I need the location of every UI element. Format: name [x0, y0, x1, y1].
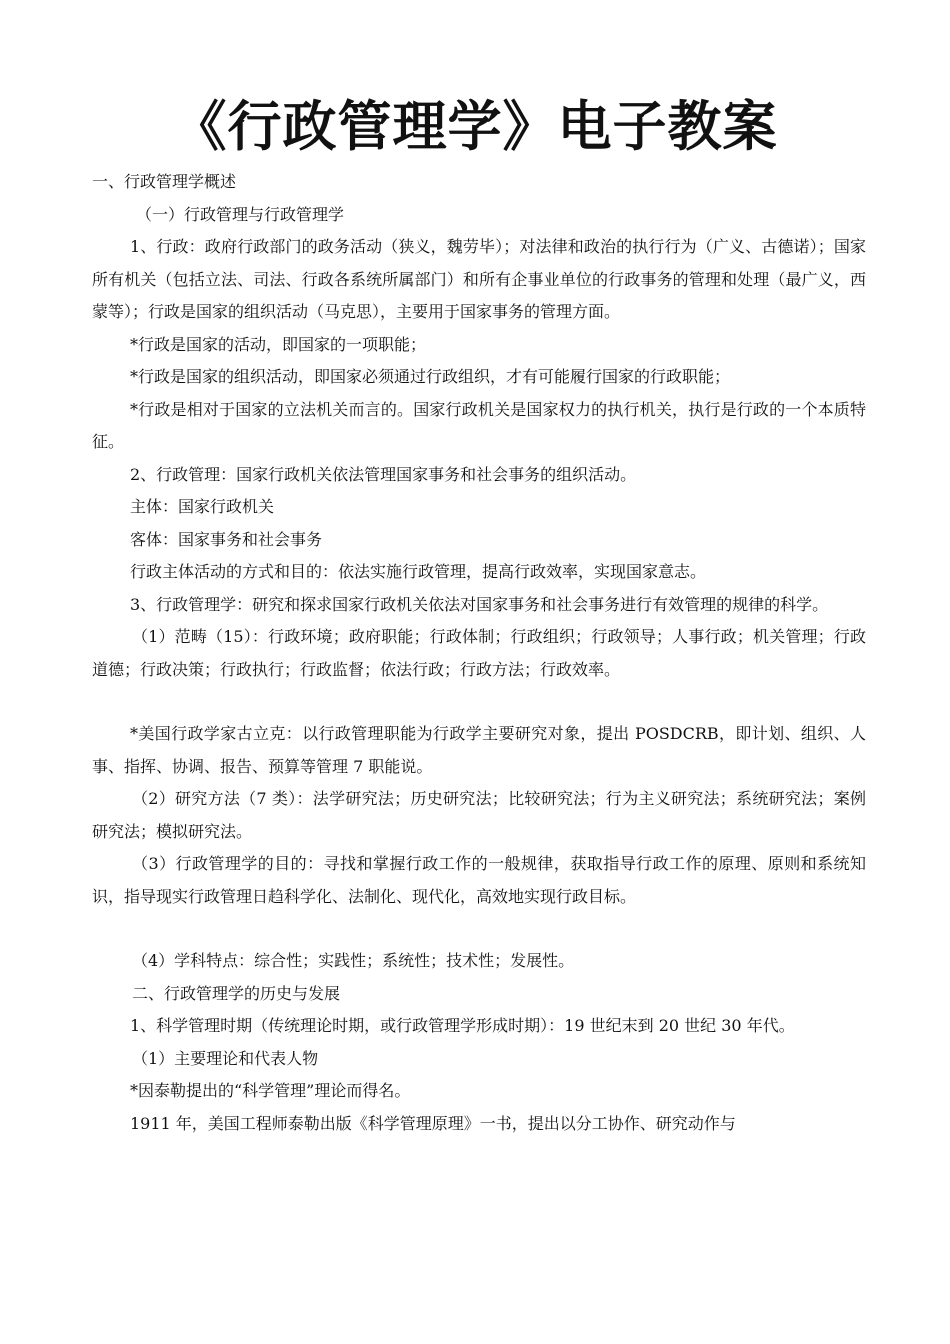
- paragraph: 3、行政管理学：研究和探求国家行政机关依法对国家事务和社会事务进行有效管理的规律的科学。: [130, 594, 829, 614]
- paragraph: 2、行政管理：国家行政机关依法管理国家事务和社会事务的组织活动。: [130, 464, 637, 484]
- paragraph: *行政是国家的组织活动，即国家必须通过行政组织，才有可能履行国家的行政职能；: [130, 367, 731, 386]
- paragraph: 1、行政：政府行政部门的政务活动（狭义，魏劳毕）；对法律和政治的执行行为（广义、古德诺）；国家所有机关（包括立法、司法、行政各系统所属部门）和所有企事业单位的行政事务的管理和处理（最广义，西蒙等）；行政是国家的组织活动（马克思），主要用于国家事务的管理方面。: [92, 237, 866, 321]
- paragraph: *因泰勒提出的“科学管理”理论而得名。: [130, 1081, 411, 1100]
- blank-line: [92, 686, 866, 718]
- subsection-heading: （一）行政管理与行政管理学: [136, 204, 345, 224]
- section-heading: 一、行政管理学概述: [92, 172, 237, 191]
- paragraph: 行政主体活动的方式和目的：依法实施行政管理，提高行政效率，实现国家意志。: [130, 562, 707, 581]
- paragraph: *行政是相对于国家的立法机关而言的。国家行政机关是国家权力的执行机关，执行是行政的一个本质特征。: [92, 399, 866, 451]
- document-body: [92, 166, 866, 1140]
- paragraph: 1911 年，美国工程师泰勒出版《科学管理原理》一书，提出以分工协作、研究动作与: [130, 1113, 736, 1133]
- paragraph: 1、科学管理时期（传统理论时期，或行政管理学形成时期）：19 世纪末到 20 世纪 30 年代。: [130, 1016, 795, 1035]
- paragraph: （1）范畴（15）：行政环境；政府职能；行政体制；行政组织；行政领导；人事行政；机关管理；行政道德；行政决策；行政执行；行政监督；依法行政；行政方法；行政效率。: [92, 627, 866, 679]
- paragraph: （2）研究方法（7 类）：法学研究法；历史研究法；比较研究法；行为主义研究法；系统研究法；案例研究法；模拟研究法。: [92, 789, 866, 841]
- blank-line: [92, 913, 866, 945]
- document-title: 《行政管理学》电子教案: [172, 95, 778, 158]
- paragraph: 客体：国家事务和社会事务: [130, 529, 323, 549]
- section-heading: 二、行政管理学的历史与发展: [132, 983, 341, 1003]
- paragraph: *行政是国家的活动，即国家的一项职能；: [130, 334, 427, 354]
- paragraph: （3）行政管理学的目的：寻找和掌握行政工作的一般规律，获取指导行政工作的原理、原则和系统知识，指导现实行政管理日趋科学化、法制化、现代化，高效地实现行政目标。: [92, 854, 866, 906]
- paragraph: （1）主要理论和代表人物: [132, 1048, 319, 1068]
- paragraph: 主体：国家行政机关: [130, 497, 275, 516]
- paragraph: （4）学科特点：综合性；实践性；系统性；技术性；发展性。: [132, 951, 575, 970]
- paragraph: *美国行政学家古立克：以行政管理职能为行政学主要研究对象，提出 POSDCRB，即计划、组织、人事、指挥、协调、报告、预算等管理 7 职能说。: [92, 724, 866, 776]
